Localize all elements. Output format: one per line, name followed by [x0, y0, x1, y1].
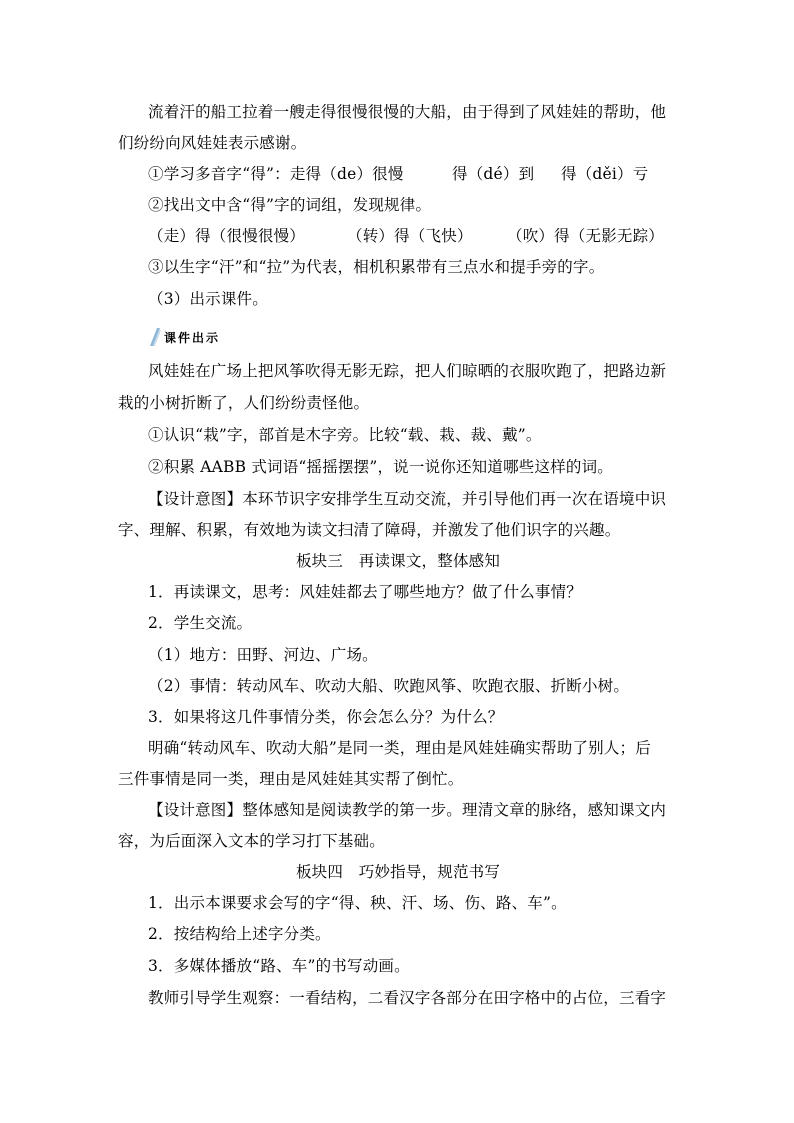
phrase-line [148, 226, 708, 246]
list-item: （2）事情：转动风车、吹动大船、吹跑风筝、吹跑衣服、折断小树。 [148, 677, 630, 695]
list-item: （1）地方：田野、河边、广场。 [148, 646, 378, 664]
para-line: 三件事情是同一类，理由是风娃娃其实帮了倒忙。 [118, 770, 464, 788]
polyphone-line [148, 164, 708, 184]
para-line: 教师引导学生观察：一看结构，二看汉字各部分在田字格中的占位，三看字 [148, 989, 667, 1007]
list-item: 3．多媒体播放“路、车”的书写动画。 [148, 957, 410, 975]
para-line: （3）出示课件。 [148, 290, 268, 308]
slash-icon [148, 327, 162, 347]
phrase-item: （转）得（飞快） [347, 227, 473, 245]
section-heading: 板块三 再读课文，整体感知 [295, 552, 501, 570]
list-item: 1．再读课文，思考：风娃娃都去了哪些地方？做了什么事情？ [148, 583, 582, 601]
design-intent-line: 容，为后面深入文本的学习打下基础。 [118, 832, 385, 850]
list-item: 3．如果将这几件事情分类，你会怎么分？为什么？ [148, 708, 504, 726]
phrase-item: （走）得（很慢很慢） [148, 227, 306, 245]
para-line: 风娃娃在广场上把风筝吹得无影无踪，把人们晾晒的衣服吹跑了，把路边新 [148, 362, 667, 380]
polyphone-item: 得（děi）亏 [561, 165, 649, 183]
para-line: 栽的小树折断了，人们纷纷责怪他。 [118, 394, 370, 412]
polyphone-item: ①学习多音字“得”：走得（de）很慢 [148, 165, 404, 183]
design-intent-line: 【设计意图】整体感知是阅读教学的第一步。理清文章的脉络，感知课文内 [148, 801, 667, 819]
section-heading: 板块四 巧妙指导，规范书写 [295, 863, 501, 881]
para-line: ③以生字“汗”和“拉”为代表，相机积累带有三点水和提手旁的字。 [148, 258, 605, 276]
design-intent-line: 【设计意图】本环节识字安排学生互动交流，并引导他们再一次在语境中识 [148, 490, 667, 508]
design-intent-line: 字、理解、积累，有效地为读文扫清了障碍，并激发了他们识字的兴趣。 [118, 521, 621, 539]
para-line: ②积累 AABB 式词语“摇摇摆摆”，说一说你还知道哪些这样的词。 [148, 458, 613, 476]
courseware-tag-label: 课件出示 [164, 331, 221, 345]
para-line: ①认识“栽”字，部首是木字旁。比较“载、栽、裁、戴”。 [148, 426, 542, 444]
polyphone-item: 得（dé）到 [452, 165, 535, 183]
para-line: 明确“转动风车、吹动大船”是同一类，理由是风娃娃确实帮助了别人；后 [148, 739, 651, 757]
para-line: 流着汗的船工拉着一艘走得很慢很慢的大船，由于得到了风娃娃的帮助，他 [148, 103, 667, 121]
phrase-item: （吹）得（无影无踪） [507, 227, 665, 245]
para-line: 们纷纷向风娃娃表示感谢。 [118, 134, 307, 152]
list-item: 2．按结构给上述字分类。 [148, 925, 331, 943]
list-item: 1．出示本课要求会写的字“得、秧、汗、场、伤、路、车”。 [148, 894, 567, 912]
list-item: 2．学生交流。 [148, 614, 253, 632]
para-line: ②找出文中含“得”字的词组，发现规律。 [148, 196, 432, 214]
